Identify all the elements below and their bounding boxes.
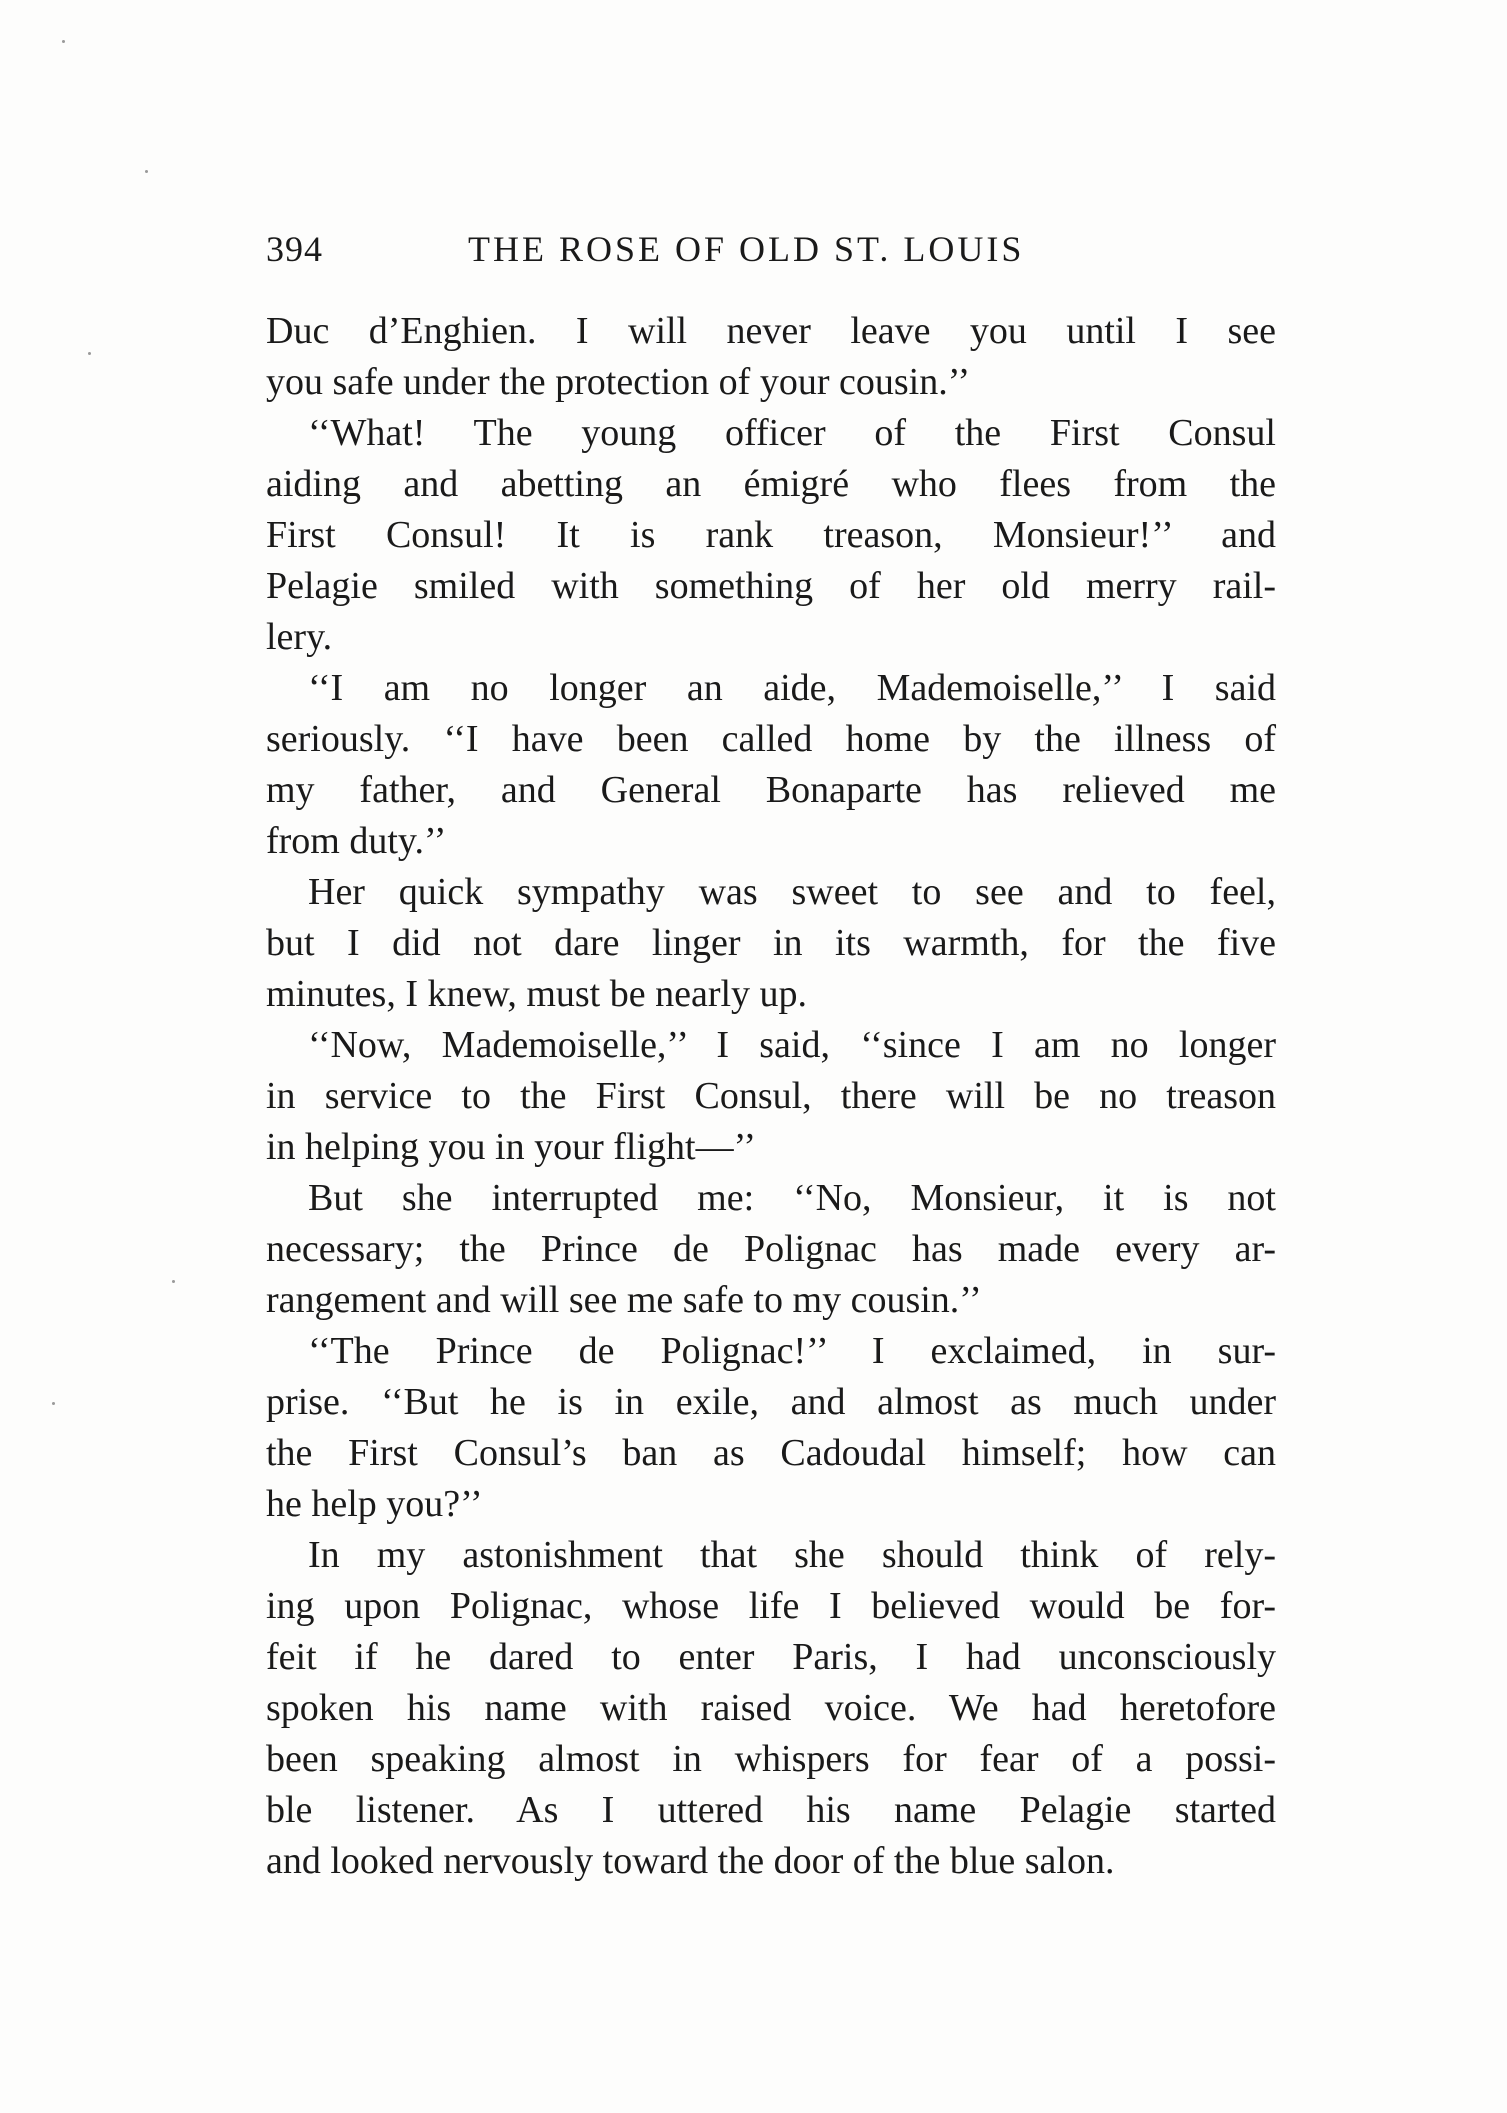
text-line: Her quick sympathy was sweet to see and to feel, — [308, 871, 1276, 913]
text-line: you safe under the protection of your cousin.’’ — [266, 361, 971, 403]
text-line: in service to the First Consul, there will be no treason — [266, 1075, 1276, 1117]
text-line: lery. — [266, 616, 333, 658]
text-line: spoken his name with raised voice. We had heretofore — [266, 1687, 1276, 1729]
paper-speck — [62, 40, 65, 43]
text-line: from duty.’’ — [266, 820, 447, 862]
text-line: ‘‘I am no longer an aide, Mademoiselle,’’ I said — [308, 667, 1276, 709]
text-line: Duc d’Enghien. I will never leave you until I see — [266, 310, 1276, 352]
text-line: necessary; the Prince de Polignac has made every ar- — [266, 1228, 1276, 1270]
text-line: First Consul! It is rank treason, Monsieur!’’ and — [266, 514, 1276, 556]
running-head — [266, 228, 1276, 278]
text-line: ing upon Polignac, whose life I believed would be for- — [266, 1585, 1276, 1627]
text-line: aiding and abetting an émigré who flees from the — [266, 463, 1276, 505]
text-line: and looked nervously toward the door of the blue salon. — [266, 1840, 1115, 1882]
text-line: but I did not dare linger in its warmth, for the five — [266, 922, 1276, 964]
paper-speck — [52, 1402, 55, 1405]
text-line: ‘‘What! The young officer of the First Consul — [308, 412, 1276, 454]
running-title: THE ROSE OF OLD ST. LOUIS — [468, 229, 1025, 269]
text-line: But she interrupted me: ‘‘No, Monsieur, it is not — [308, 1177, 1276, 1219]
text-line: the First Consul’s ban as Cadoudal himself; how can — [266, 1432, 1276, 1474]
paper-speck — [88, 352, 91, 355]
text-line: feit if he dared to enter Paris, I had unconsciously — [266, 1636, 1276, 1678]
text-line: In my astonishment that she should think of rely- — [308, 1534, 1276, 1576]
text-line: Pelagie smiled with something of her old merry rail- — [266, 565, 1276, 607]
text-line: seriously. ‘‘I have been called home by the illness of — [266, 718, 1276, 760]
text-line: ‘‘The Prince de Polignac!’’ I exclaimed, in sur- — [308, 1330, 1276, 1372]
body-text — [266, 306, 1276, 1887]
text-line: been speaking almost in whispers for fear of a possi- — [266, 1738, 1276, 1780]
page-number: 394 — [266, 229, 323, 269]
text-line: minutes, I knew, must be nearly up. — [266, 973, 808, 1015]
paper-speck — [172, 1280, 175, 1283]
text-line: he help you?’’ — [266, 1483, 483, 1525]
text-line: in helping you in your flight—’’ — [266, 1126, 757, 1168]
text-line: rangement and will see me safe to my cousin.’’ — [266, 1279, 982, 1321]
text-line: my father, and General Bonaparte has relieved me — [266, 769, 1276, 811]
text-line: ble listener. As I uttered his name Pelagie started — [266, 1789, 1276, 1831]
text-line: prise. ‘‘But he is in exile, and almost as much under — [266, 1381, 1276, 1423]
paper-speck — [145, 170, 148, 173]
text-line: ‘‘Now, Mademoiselle,’’ I said, ‘‘since I am no longer — [308, 1024, 1276, 1066]
